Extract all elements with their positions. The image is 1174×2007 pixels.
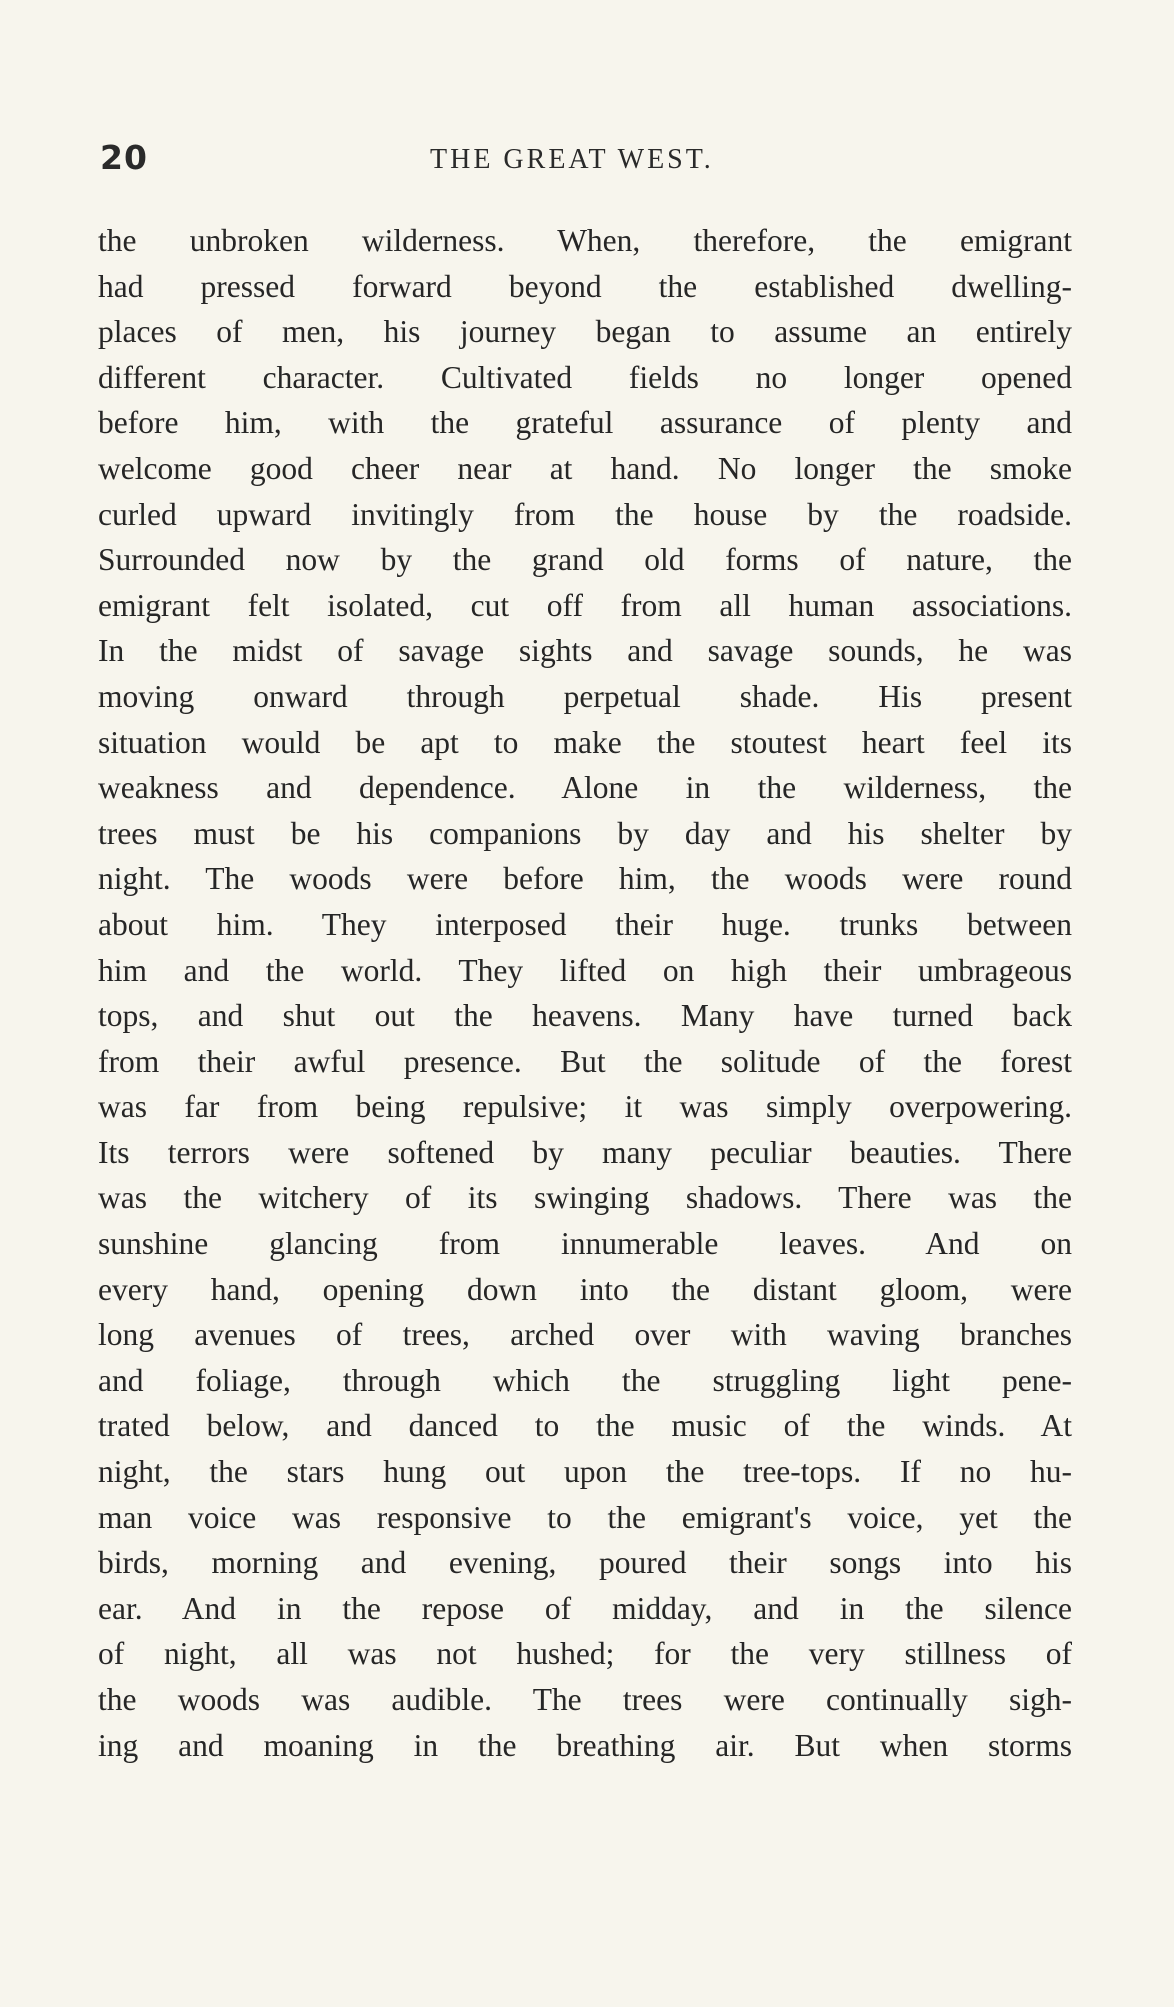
text-line: moving onward through perpetual shade. His present	[98, 678, 1072, 714]
text-line: had pressed forward beyond the established dwelling-	[98, 268, 1072, 304]
text-line: the unbroken wilderness. When, therefore, the emigrant	[98, 223, 1072, 258]
text-line: from their awful presence. But the solitude of the forest	[98, 1043, 1072, 1079]
text-line: was far from being repulsive; it was simply overpowering.	[98, 1089, 1072, 1125]
text-line: night. The woods were before him, the woods were round	[98, 861, 1072, 897]
page-number: 20	[100, 138, 148, 177]
text-line: trees must be his companions by day and his shelter by	[98, 815, 1072, 851]
text-line: the woods was audible. The trees were continually sigh-	[98, 1682, 1072, 1717]
text-line: different character. Cultivated fields no longer opened	[98, 359, 1072, 395]
body-text	[98, 218, 1072, 1768]
text-line: man voice was responsive to the emigrant's voice, yet the	[98, 1499, 1072, 1535]
text-line: emigrant felt isolated, cut off from all human associations.	[98, 587, 1072, 623]
running-title: THE GREAT WEST.	[430, 144, 714, 175]
text-line: every hand, opening down into the distant gloom, were	[98, 1271, 1072, 1307]
text-line: ing and moaning in the breathing air. But when storms	[98, 1727, 1072, 1763]
text-line: welcome good cheer near at hand. No longer the smoke	[98, 450, 1072, 486]
text-line: was the witchery of its swinging shadows. There was the	[98, 1180, 1072, 1216]
text-line: him and the world. They lifted on high their umbrageous	[98, 952, 1072, 988]
text-line: long avenues of trees, arched over with waving branches	[98, 1317, 1072, 1353]
text-line: Surrounded now by the grand old forms of nature, the	[98, 542, 1072, 578]
text-line: and foliage, through which the struggling light pene-	[98, 1362, 1072, 1398]
text-line: of night, all was not hushed; for the very stillness of	[98, 1636, 1072, 1672]
text-line: places of men, his journey began to assume an entirely	[98, 314, 1072, 350]
text-line: sunshine glancing from innumerable leaves. And on	[98, 1226, 1072, 1262]
text-line: before him, with the grateful assurance of plenty and	[98, 405, 1072, 441]
text-line: In the midst of savage sights and savage sounds, he was	[98, 633, 1072, 669]
text-line: trated below, and danced to the music of the winds. At	[98, 1408, 1072, 1444]
text-line: Its terrors were softened by many peculiar beauties. There	[98, 1134, 1072, 1170]
text-line: curled upward invitingly from the house by the roadside.	[98, 496, 1072, 532]
text-line: night, the stars hung out upon the tree-tops. If no hu-	[98, 1454, 1072, 1490]
text-line: situation would be apt to make the stoutest heart feel its	[98, 724, 1072, 760]
text-line: about him. They interposed their huge. trunks between	[98, 906, 1072, 942]
text-line: birds, morning and evening, poured their songs into his	[98, 1545, 1072, 1581]
text-line: weakness and dependence. Alone in the wilderness, the	[98, 770, 1072, 806]
running-head	[100, 138, 1070, 182]
text-line: tops, and shut out the heavens. Many have turned back	[98, 998, 1072, 1034]
text-line: ear. And in the repose of midday, and in the silence	[98, 1590, 1072, 1626]
